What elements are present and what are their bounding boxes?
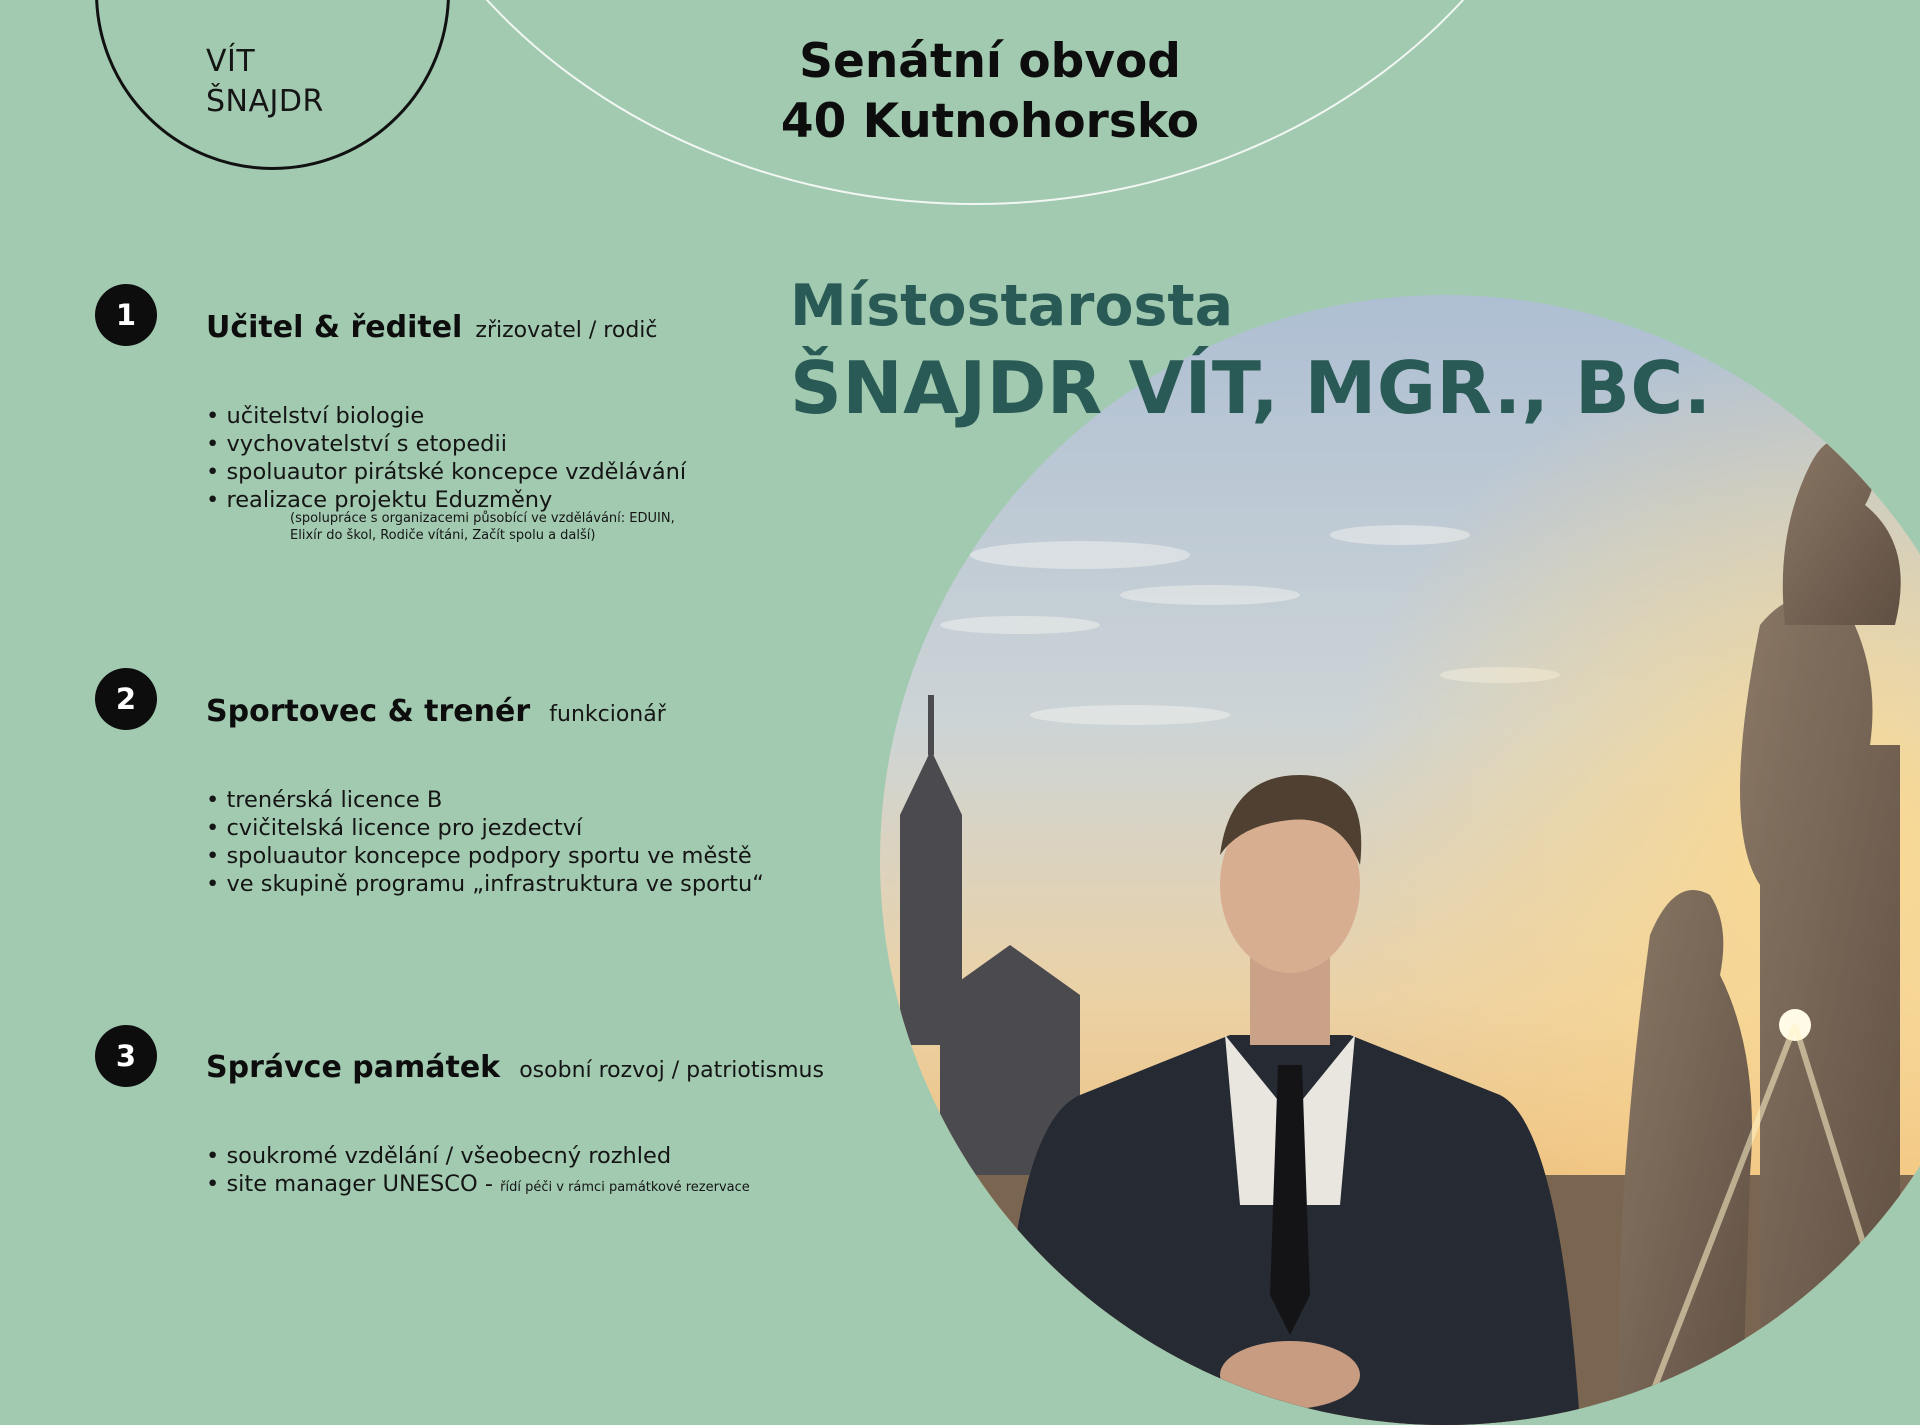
list-item: • cvičitelská licence pro jezdectví: [206, 814, 764, 842]
candidate-photo-illustration: [880, 295, 1920, 1425]
section-number-badge: 3: [95, 1025, 157, 1087]
section-subtitle: funkcionář: [549, 702, 666, 727]
section-number-badge: 1: [95, 284, 157, 346]
list-item: • realizace projektu Eduzměny: [206, 486, 686, 514]
list-item: • soukromé vzdělání / všeobecný rozhled: [206, 1142, 750, 1170]
section-subtitle: osobní rozvoj / patriotismus: [519, 1058, 824, 1083]
note-line: Elixír do škol, Rodiče vítáni, Začít spolu a další): [290, 528, 596, 543]
section-note: [290, 510, 675, 544]
section-title: Správce památek: [206, 1050, 501, 1085]
list-item: • trenérská licence B: [206, 786, 764, 814]
logo: [206, 42, 324, 122]
list-item: [206, 1170, 750, 1202]
district-line2: 40 Kutnohorsko: [780, 94, 1200, 149]
section-subtitle: zřizovatel / rodič: [475, 318, 658, 343]
candidate-name: ŠNAJDR VÍT, MGR., BC.: [790, 346, 1712, 430]
list-item-note: řídí péči v rámci památkové rezervace: [500, 1180, 750, 1195]
logo-first-name: VÍT: [206, 44, 256, 79]
section-title: Učitel & ředitel: [206, 310, 463, 345]
candidate-photo: [880, 295, 1920, 1425]
list-item-text: site manager UNESCO -: [226, 1171, 493, 1197]
section-heading: [206, 310, 658, 345]
section-heading: [206, 1050, 824, 1085]
note-line: (spolupráce s organizacemi působící ve vzdělávání: EDUIN,: [290, 511, 675, 526]
section-bullet-list: [206, 786, 764, 898]
section-number-badge: 2: [95, 668, 157, 730]
list-item: • vychovatelství s etopedii: [206, 430, 686, 458]
section-heading: [206, 694, 666, 729]
list-item: • ve skupině programu „infrastruktura ve sportu“: [206, 870, 764, 898]
list-item: • spoluautor pirátské koncepce vzdělávání: [206, 458, 686, 486]
section-title: Sportovec & trenér: [206, 694, 531, 729]
section-bullet-list: [206, 402, 686, 514]
candidate-role: Místostarosta: [790, 273, 1234, 339]
district-heading: [700, 32, 1280, 152]
district-line1: Senátní obvod: [799, 34, 1181, 89]
list-item: • spoluautor koncepce podpory sportu ve městě: [206, 842, 764, 870]
section-bullet-list: [206, 1142, 750, 1202]
list-item: • učitelství biologie: [206, 402, 686, 430]
logo-last-name: ŠNAJDR: [206, 84, 324, 119]
